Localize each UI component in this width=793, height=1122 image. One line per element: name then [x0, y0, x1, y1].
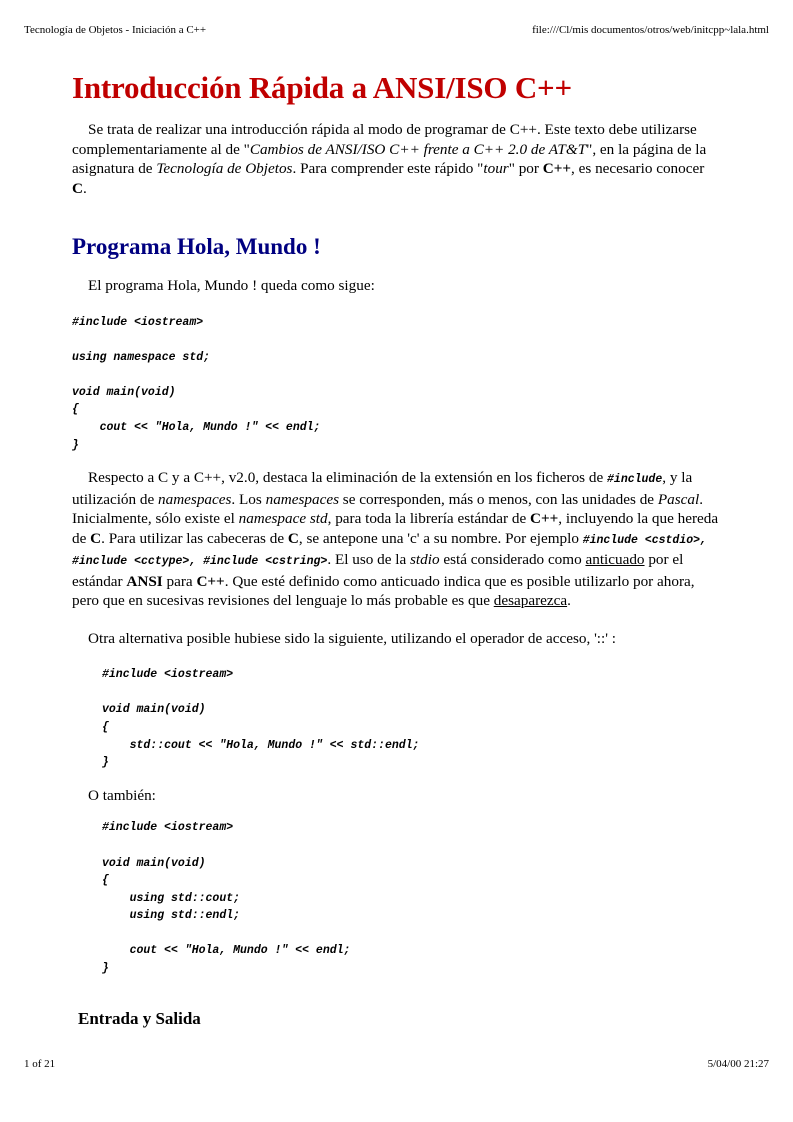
text: , y la utilización de [72, 469, 693, 508]
emphasis: stdio [410, 551, 440, 569]
also-paragraph: O también: [88, 786, 156, 804]
course-name: Tecnología de Objetos [156, 160, 293, 177]
emphasis: Pascal [657, 490, 700, 508]
print-header [24, 24, 769, 36]
emphasis: tour [483, 160, 509, 177]
emphasis: namespaces [158, 490, 232, 508]
emphasis: ANSI [126, 572, 163, 590]
text: , se antepone una 'c' a su nombre. Por ejemplo [298, 529, 583, 547]
print-footer [24, 1058, 769, 1070]
text: , incluyendo la que hereda de [72, 510, 719, 547]
emphasis: C [90, 529, 102, 547]
section-heading-io: Entrada y Salida [78, 1008, 201, 1028]
text: . [567, 592, 571, 610]
text: , para toda la librería estándar de [327, 510, 530, 528]
emphasis: C [287, 529, 299, 547]
document-body [72, 68, 722, 1030]
emphasis: C++ [530, 510, 559, 528]
emphasis: C++ [196, 572, 225, 590]
text: . Para utilizar las cabeceras de [101, 529, 288, 547]
section-lead: El programa Hola, Mundo ! queda como sigue: [88, 277, 375, 294]
header-title: Tecnología de Objetos - Iniciación a C++ [24, 24, 207, 36]
text: para [162, 572, 197, 590]
page-count: 1 of 21 [24, 1058, 56, 1070]
anticuado-link[interactable]: anticuado [585, 551, 645, 569]
page-title: Introducción Rápida a ANSI/ISO C++ [72, 70, 572, 105]
code-block-hello-world: #include <iostream> using namespace std; void main(void) { cout << "Hola, Mundo !" << endl; } [72, 315, 321, 452]
emphasis: namespaces [265, 490, 339, 508]
emphasis: namespace std [238, 510, 328, 528]
text: Se trata de realizar una introducción rápida al modo de programar de C++. Este texto debe utilizarse complementariamente al de " [72, 121, 697, 158]
text: " por [508, 160, 543, 177]
header-url: file:///Cl/mis documentos/otros/web/initcpp~lala.html [532, 24, 769, 36]
text: . [82, 179, 87, 197]
doc-reference: Cambios de ANSI/ISO C++ frente a C++ 2.0 de AT&T [249, 140, 587, 158]
namespaces-paragraph [72, 468, 722, 611]
text: ", en la página de la asignatura de [72, 140, 707, 177]
inline-code: #include [607, 473, 663, 487]
emphasis: C [72, 179, 83, 197]
text: . Que esté definido como anticuado indica que es posible utilizarlo por ahora, pero que en sucesivas revisiones del lenguaje lo más probable es que [72, 572, 695, 610]
text: por el estándar [72, 551, 684, 590]
code-block-using-declarations: #include <iostream> void main(void) { using std::cout; using std::endl; cout << "Hola, Mundo !" << endl; } [102, 821, 351, 976]
code-block-scope-operator: #include <iostream> void main(void) { std::cout << "Hola, Mundo !" << std::endl; } [102, 668, 420, 770]
alternative-paragraph: Otra alternativa posible hubiese sido la siguiente, utilizando el operador de acceso, '::' : [88, 629, 617, 647]
text: se corresponden, más o menos, con las unidades de [338, 490, 658, 508]
text: . Los [231, 490, 266, 508]
text: . Para comprender este rápido " [292, 160, 484, 177]
desaparezca-link[interactable]: desaparezca [493, 592, 568, 610]
text: . Inicialmente, sólo existe el [72, 490, 703, 528]
emphasis: C++ [542, 160, 572, 177]
text: , es necesario conocer [571, 160, 705, 177]
inline-code: #include <cstdio>, #include <cctype>, #include <cstring> [72, 533, 707, 569]
text: . El uso de la [327, 551, 411, 569]
print-date: 5/04/00 21:27 [707, 1058, 769, 1070]
text: está considerado como [439, 551, 586, 569]
intro-paragraph [72, 120, 722, 198]
section-heading-hola-mundo: Programa Hola, Mundo ! [72, 234, 321, 259]
text: Respecto a C y a C++, v2.0, destaca la eliminación de la extensión en los ficheros de [88, 469, 608, 487]
